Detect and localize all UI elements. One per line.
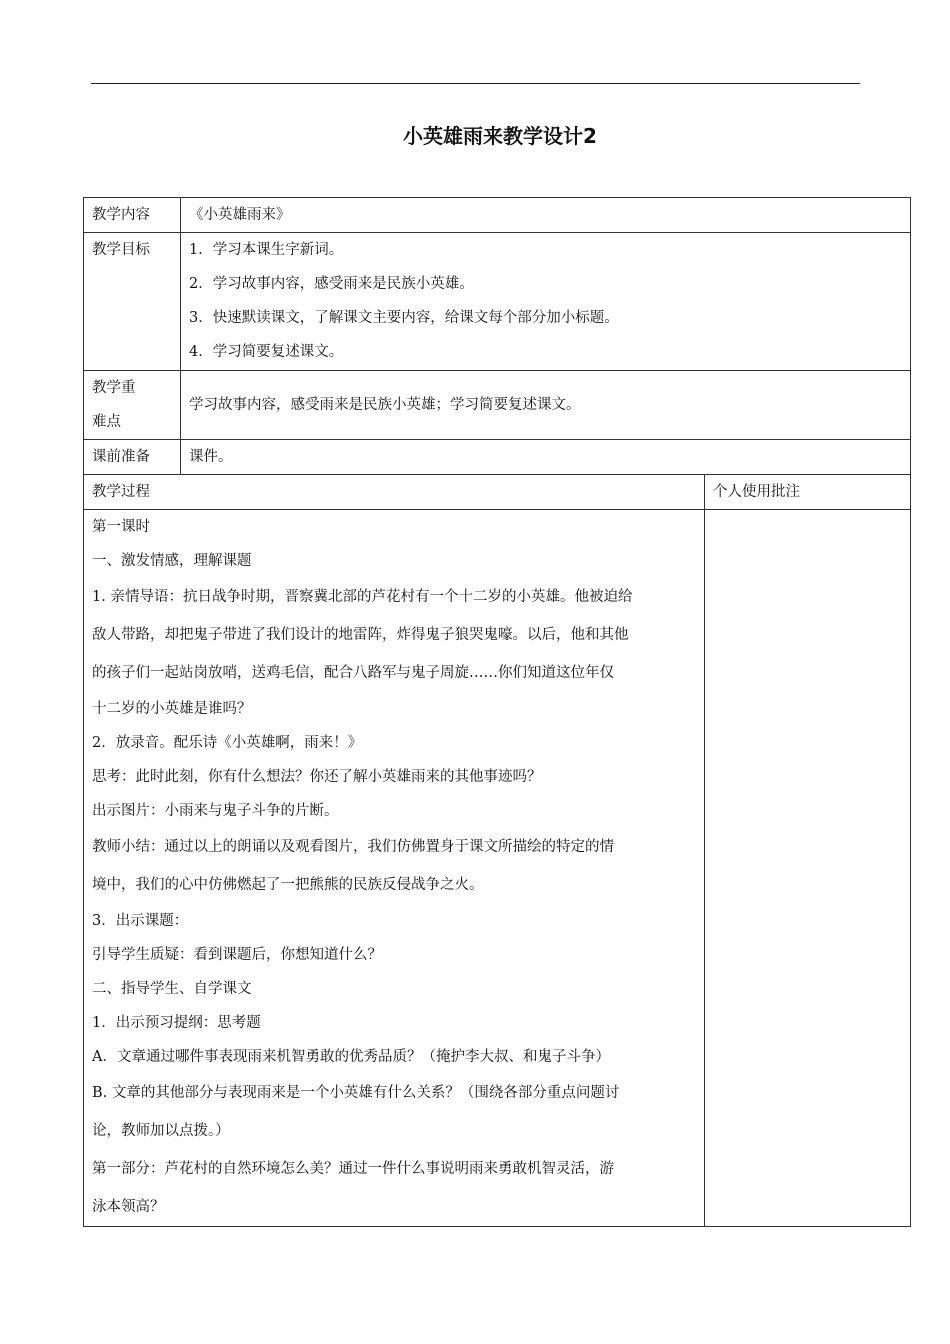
goal-item: 2．学习故事内容，感受雨来是民族小英雄。	[189, 276, 474, 292]
process-body	[84, 510, 705, 1227]
body-line: 十二岁的小英雄是谁吗？	[92, 701, 252, 717]
body-line: 境中，我们的心中仿佛燃起了一把熊熊的民族反侵战争之火。	[92, 877, 484, 893]
value-prep: 课件。	[181, 440, 911, 475]
body-line: 2．放录音。配乐诗《小英雄啊，雨来！》	[92, 735, 363, 751]
body-line: A．文章通过哪件事表现雨来机智勇敢的优秀品质？（掩护李大叔、和鬼子斗争）	[92, 1049, 610, 1065]
body-line: 第一部分：芦花村的自然环境怎么美？通过一件什么事说明雨来勇敢机智灵活，游	[92, 1161, 614, 1177]
body-line: 出示图片：小雨来与鬼子斗争的片断。	[92, 803, 339, 819]
label-keypoints-line2: 难点	[92, 414, 121, 430]
value-keypoints: 学习故事内容，感受雨来是民族小英雄；学习简要复述课文。	[181, 371, 911, 440]
body-line: 3．出示课题：	[92, 913, 189, 929]
goal-item: 1．学习本课生字新词。	[189, 242, 344, 258]
row-prep	[84, 440, 911, 475]
row-goals	[84, 233, 911, 371]
body-line: 第一课时	[92, 519, 150, 535]
label-keypoints	[84, 371, 181, 440]
value-goals	[181, 233, 911, 371]
body-line: B. 文章的其他部分与表现雨来是一个小英雄有什么关系？（围绕各部分重点问题讨	[92, 1085, 620, 1101]
body-line: 思考：此时此刻，你有什么想法？你还了解小英雄雨来的其他事迹吗？	[92, 769, 542, 785]
row-process-body	[84, 510, 911, 1227]
body-line: 1．出示预习提纲：思考题	[92, 1015, 261, 1031]
header-rule	[91, 83, 860, 84]
label-notes: 个人使用批注	[705, 475, 911, 510]
document-title: 小英雄雨来教学设计2	[403, 124, 597, 148]
lesson-plan-table	[83, 197, 911, 1227]
row-content	[84, 198, 911, 233]
label-prep: 课前准备	[84, 440, 181, 475]
body-line: 二、指导学生、自学课文	[92, 981, 252, 997]
row-keypoints	[84, 371, 911, 440]
label-goals: 教学目标	[84, 233, 181, 371]
body-line: 1. 亲情导语：抗日战争时期，晋察冀北部的芦花村有一个十二岁的小英雄。他被迫给	[92, 589, 633, 605]
row-process-header	[84, 475, 911, 510]
body-line: 敌人带路，却把鬼子带进了我们设计的地雷阵，炸得鬼子狼哭鬼嚎。以后，他和其他	[92, 627, 629, 643]
label-process: 教学过程	[84, 475, 705, 510]
body-line: 教师小结：通过以上的朗诵以及观看图片，我们仿佛置身于课文所描绘的特定的情	[92, 839, 614, 855]
label-keypoints-line1: 教学重	[92, 380, 136, 396]
goal-item: 4．学习简要复述课文。	[189, 344, 344, 360]
value-content: 《小英雄雨来》	[181, 198, 911, 233]
label-content: 教学内容	[84, 198, 181, 233]
goal-item: 3．快速默读课文，了解课文主要内容，给课文每个部分加小标题。	[189, 310, 619, 326]
body-line: 的孩子们一起站岗放哨，送鸡毛信，配合八路军与鬼子周旋……你们知道这位年仅	[92, 665, 614, 681]
body-line: 一、激发情感，理解课题	[92, 553, 252, 569]
body-line: 泳本领高？	[92, 1199, 165, 1215]
notes-body	[705, 510, 911, 1227]
body-line: 论，教师加以点拨。）	[92, 1123, 230, 1139]
body-line: 引导学生质疑：看到课题后，你想知道什么？	[92, 947, 382, 963]
